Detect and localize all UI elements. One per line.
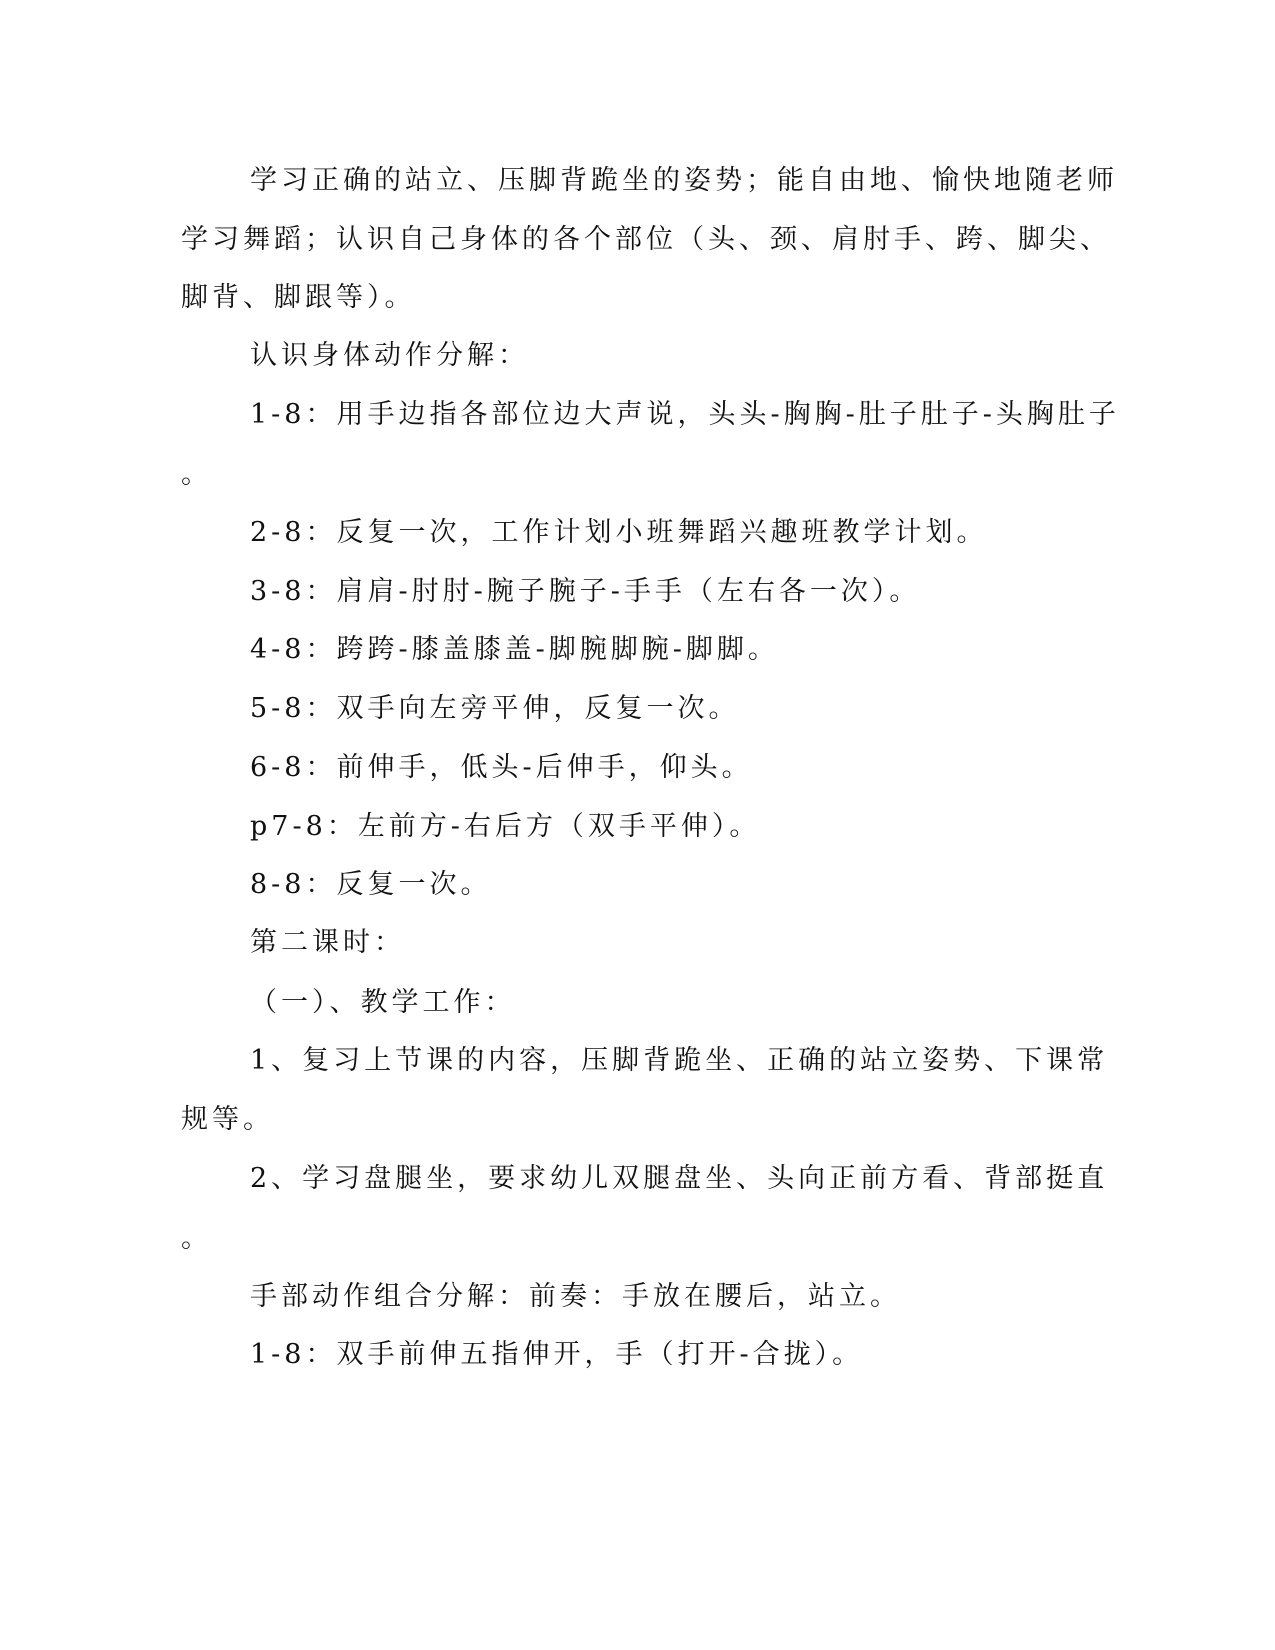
- paragraph-line: p7-8：左前方-右后方（双手平伸）。: [250, 811, 761, 842]
- paragraph-line: 2-8：反复一次，工作计划小班舞蹈兴趣班教学计划。: [250, 517, 988, 548]
- paragraph-line: 4-8：跨跨-膝盖膝盖-脚腕脚腕-脚脚。: [250, 634, 779, 665]
- paragraph-line: 1-8：双手前伸五指伸开，手（打开-合拢）。: [250, 1339, 864, 1370]
- subsection-heading: （一）、教学工作：: [250, 987, 516, 1018]
- paragraph-line: 6-8：前伸手，低头-后伸手，仰头。: [250, 752, 753, 783]
- paragraph-line: 1-8：用手边指各部位边大声说，头头-胸胸-肚子肚子-头胸肚子: [250, 399, 1120, 430]
- section-heading: 第二课时：: [250, 927, 405, 958]
- paragraph-line: 认识身体动作分解：: [250, 340, 529, 371]
- paragraph-line: 8-8：反复一次。: [250, 869, 492, 900]
- paragraph-line: 学习舞蹈；认识自己身体的各个部位（头、颈、肩肘手、跨、脚尖、: [181, 224, 1111, 255]
- paragraph-line: 规等。: [181, 1104, 274, 1135]
- paragraph-line: 1、复习上节课的内容，压脚背跪坐、正确的站立姿势、下课常: [250, 1045, 1109, 1076]
- paragraph-line: 2、学习盘腿坐，要求幼儿双腿盘坐、头向正前方看、背部挺直: [250, 1163, 1109, 1194]
- paragraph-line: 。: [181, 1223, 212, 1254]
- paragraph-line: 3-8：肩肩-肘肘-腕子腕子-手手（左右各一次）。: [250, 576, 921, 607]
- paragraph-line: 。: [181, 459, 212, 490]
- paragraph-line: 脚背、脚跟等）。: [181, 282, 416, 313]
- paragraph-line: 5-8：双手向左旁平伸，反复一次。: [250, 693, 740, 724]
- paragraph-line: 手部动作组合分解：前奏：手放在腰后，站立。: [250, 1281, 901, 1312]
- paragraph-line: 学习正确的站立、压脚背跪坐的姿势；能自由地、愉快地随老师: [250, 165, 1118, 196]
